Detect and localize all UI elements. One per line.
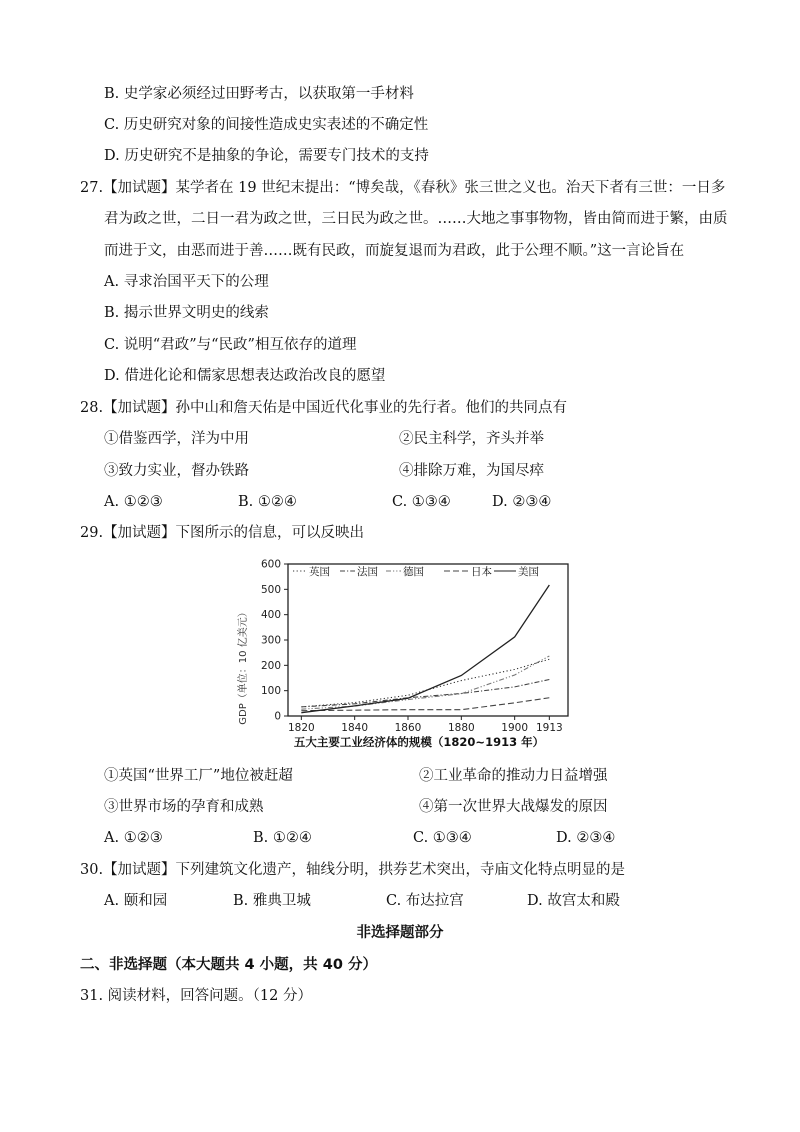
y-tick-label: 200 [260, 659, 281, 672]
q31-stem: 31. 阅读材料，回答问题。（12 分） [80, 988, 312, 1004]
q29-statement-4: ④第一次世界大战爆发的原因 [419, 799, 608, 815]
q28-option-a: A. ①②③ [104, 494, 163, 510]
legend-label: 英国 [309, 566, 330, 578]
q30-stem: 30.【加试题】下列建筑文化遗产，轴线分明，拱券艺术突出，寺庙文化特点明显的是 [80, 862, 626, 878]
q29-statement-2: ②工业革命的推动力日益增强 [419, 768, 608, 784]
q30-option-d: D. 故宫太和殿 [527, 893, 620, 909]
legend-label: 法国 [357, 566, 378, 578]
q27-option-c: C. 说明“君政”与“民政”相互依存的道理 [104, 337, 357, 353]
part2-title: 二、非选择题（本大题共 4 小题，共 40 分） [80, 957, 377, 973]
q29-statement-1: ①英国“世界工厂”地位被赶超 [104, 768, 293, 784]
chart-title: 五大主要工业经济体的规模（1820~1913 年） [293, 735, 545, 749]
q28-statement-3: ③致力实业，督办铁路 [104, 463, 249, 479]
q30-option-c: C. 布达拉宫 [386, 893, 464, 909]
q27-option-d: D. 借进化论和儒家思想表达政治改良的愿望 [104, 368, 386, 384]
x-tick-label: 1840 [341, 722, 369, 734]
q26-option-c: C. 历史研究对象的间接性造成史实表述的不确定性 [104, 117, 429, 133]
q27-option-b: B. 揭示世界文明史的线索 [104, 305, 269, 321]
q27-option-a: A. 寻求治国平天下的公理 [104, 274, 269, 290]
q28-statement-4: ④排除万难，为国尽瘁 [399, 463, 544, 479]
q26-option-d: D. 历史研究不是抽象的争论，需要专门技术的支持 [104, 148, 429, 164]
y-tick-label: 400 [260, 609, 281, 622]
q28-statement-2: ②民主科学，齐头并举 [399, 431, 544, 447]
y-tick-label: 500 [260, 583, 281, 596]
x-tick-label: 1913 [535, 722, 563, 734]
q26-option-b: B. 史学家必须经过田野考古，以获取第一手材料 [104, 86, 414, 102]
q27-stem-line1: 27.【加试题】某学者在 19 世纪末提出：“博矣哉，《春秋》张三世之义也。治天下者有三世：一日多 [80, 180, 726, 196]
x-tick-label: 1820 [287, 722, 315, 734]
q29-option-a: A. ①②③ [104, 830, 163, 846]
q27-stem-line3: 而进于文，由恶而进于善……既有民政，而旋复退而为君政，此于公理不顺。”这一言论旨在 [104, 243, 685, 259]
q28-option-c: C. ①③④ [392, 494, 451, 510]
q28-option-b: B. ①②④ [238, 494, 297, 510]
x-axis-ticks [288, 716, 563, 734]
x-tick-label: 1860 [394, 722, 422, 734]
x-tick-label: 1880 [447, 722, 475, 734]
x-tick-label: 1900 [501, 722, 529, 734]
gdp-chart [236, 556, 576, 756]
legend-label: 美国 [518, 566, 539, 578]
q29-option-c: C. ①③④ [413, 830, 472, 846]
q29-option-d: D. ②③④ [556, 830, 616, 846]
y-axis-label: GDP（单位：10 亿美元） [238, 607, 249, 725]
y-tick-label: 0 [274, 710, 281, 723]
legend-label: 德国 [403, 566, 424, 578]
q29-statement-3: ③世界市场的孕育和成熟 [104, 799, 264, 815]
plot-frame [288, 564, 568, 716]
q28-statement-1: ①借鉴西学，洋为中用 [104, 431, 249, 447]
y-axis-ticks [261, 559, 288, 723]
y-tick-label: 600 [260, 558, 281, 571]
q30-option-a: A. 颐和园 [104, 893, 168, 909]
gdp-chart-svg [236, 556, 576, 756]
q30-option-b: B. 雅典卫城 [233, 893, 311, 909]
q29-option-b: B. ①②④ [253, 830, 312, 846]
q28-stem: 28.【加试题】孙中山和詹天佑是中国近代化事业的先行者。他们的共同点有 [80, 400, 568, 416]
q29-stem: 29.【加试题】下图所示的信息，可以反映出 [80, 525, 365, 541]
y-tick-label: 100 [260, 685, 281, 698]
y-tick-label: 300 [260, 634, 281, 647]
q27-stem-line2: 君为政之世，二日一君为政之世，三日民为政之世。……大地之事事物物，皆由简而进于繁，由质 [104, 211, 728, 227]
section-title: 非选择题部分 [356, 925, 444, 941]
q28-option-d: D. ②③④ [492, 494, 552, 510]
legend-label: 日本 [471, 566, 492, 578]
